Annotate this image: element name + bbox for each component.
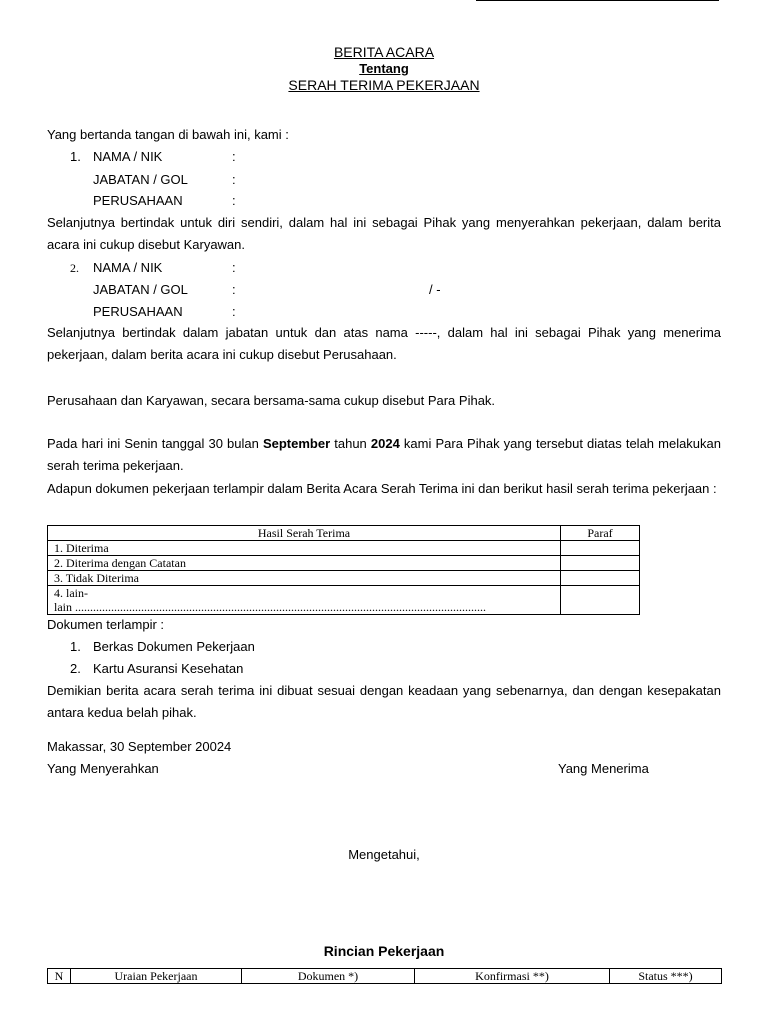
party1-label-nama: NAMA / NIK [93, 149, 163, 164]
table-header-hasil: Hasil Serah Terima [48, 526, 561, 541]
top-rule [476, 0, 719, 1]
signer-right-label: Yang Menerima [558, 761, 649, 776]
party1-sep-nama: : [232, 149, 236, 164]
rincian-table [47, 968, 722, 984]
rincian-header-row [48, 969, 722, 984]
rincian-header-no: N [48, 969, 71, 984]
party1-description: Selanjutnya bertindak untuk diri sendiri, dalam hal ini sebagai Pihak yang menyerahkan pekerjaan, dalam berita acara ini cukup disebut Karyawan. [47, 215, 721, 252]
intro-text: Yang bertanda tangan di bawah ini, kami : [47, 127, 289, 142]
witness-label: Mengetahui, [348, 847, 420, 862]
party1-number: 1. [70, 149, 81, 164]
statement-month: September [262, 436, 331, 451]
party1-label-jabatan: JABATAN / GOL [93, 172, 188, 187]
table-cell-paraf [561, 571, 640, 586]
table-cell-paraf [561, 541, 640, 556]
table-cell-option: 2. Diterima dengan Catatan [48, 556, 561, 571]
party2-description: Selanjutnya bertindak dalam jabatan untuk dan atas nama -----, dalam hal ini sebagai Pihak yang menerima pekerjaan, dalam berita acara ini cukup disebut Perusahaan. [47, 325, 721, 362]
para-pihak-text: Perusahaan dan Karyawan, secara bersama-sama cukup disebut Para Pihak. [47, 393, 496, 408]
document-title: BERITA ACARA [333, 44, 435, 60]
lain-line1: 4. lain- [54, 586, 88, 600]
document-subtitle-main: SERAH TERIMA PEKERJAAN [288, 77, 480, 93]
table-header-row [48, 526, 640, 541]
closing-paragraph: Demikian berita acara serah terima ini dibuat sesuai dengan keadaan yang sebenarnya, dan dengan kesepakatan antara kedua belah pihak. [47, 683, 721, 720]
party2-sep-nama: : [232, 260, 236, 275]
table-cell-paraf [561, 556, 640, 571]
party2-label-perusahaan: PERUSAHAAN [93, 304, 183, 319]
party2-sep-perusahaan: : [232, 304, 236, 319]
statement-part2: tahun [330, 436, 371, 451]
table-row [48, 571, 640, 586]
statement-part1: Pada hari ini Senin tanggal 30 bulan [47, 436, 263, 451]
party2-label-jabatan: JABATAN / GOL [93, 282, 188, 297]
document-item-text: Kartu Asuransi Kesehatan [93, 661, 244, 676]
party1-label-perusahaan: PERUSAHAAN [93, 193, 183, 208]
table-row [48, 556, 640, 571]
rincian-header-konfirmasi: Konfirmasi **) [415, 969, 610, 984]
party2-number: 2. [70, 261, 79, 275]
table-cell-option: 1. Diterima [48, 541, 561, 556]
table-row [48, 541, 640, 556]
party2-sep-jabatan: : [232, 282, 236, 297]
table-row [48, 586, 640, 615]
document-item-text: Berkas Dokumen Pekerjaan [93, 639, 255, 654]
documents-label: Dokumen terlampir : [47, 617, 165, 632]
table-cell-option: 3. Tidak Diterima [48, 571, 561, 586]
table-header-paraf: Paraf [561, 526, 640, 541]
rincian-header-uraian: Uraian Pekerjaan [71, 969, 242, 984]
document-item-number: 1. [70, 639, 81, 654]
statement-part3: kami Para Pihak yang tersebut diatas telah melakukan serah terima pekerjaan. [47, 436, 721, 473]
rincian-title: Rincian Pekerjaan [323, 943, 445, 959]
statement-paragraph [47, 433, 721, 477]
party2-jabatan-extra: / - [429, 282, 441, 297]
table-cell-paraf [561, 586, 640, 615]
place-date: Makassar, 30 September 20024 [47, 739, 232, 754]
lain-line2: lain ......................................................................................................................................... [54, 600, 486, 614]
party2-label-nama: NAMA / NIK [93, 260, 163, 275]
hasil-serah-terima-table [47, 525, 640, 615]
table-cell-option-lain [48, 586, 561, 615]
document-item-number: 2. [70, 661, 81, 676]
statement-year: 2024 [370, 436, 400, 451]
party1-sep-jabatan: : [232, 172, 236, 187]
rincian-header-dokumen: Dokumen *) [242, 969, 415, 984]
signer-left-label: Yang Menyerahkan [47, 761, 159, 776]
party1-sep-perusahaan: : [232, 193, 236, 208]
rincian-header-status: Status ***) [610, 969, 722, 984]
attached-intro: Adapun dokumen pekerjaan terlampir dalam Berita Acara Serah Terima ini dan berikut hasil serah terima pekerjaan : [47, 481, 717, 496]
document-subtitle-tentang: Tentang [359, 61, 409, 76]
